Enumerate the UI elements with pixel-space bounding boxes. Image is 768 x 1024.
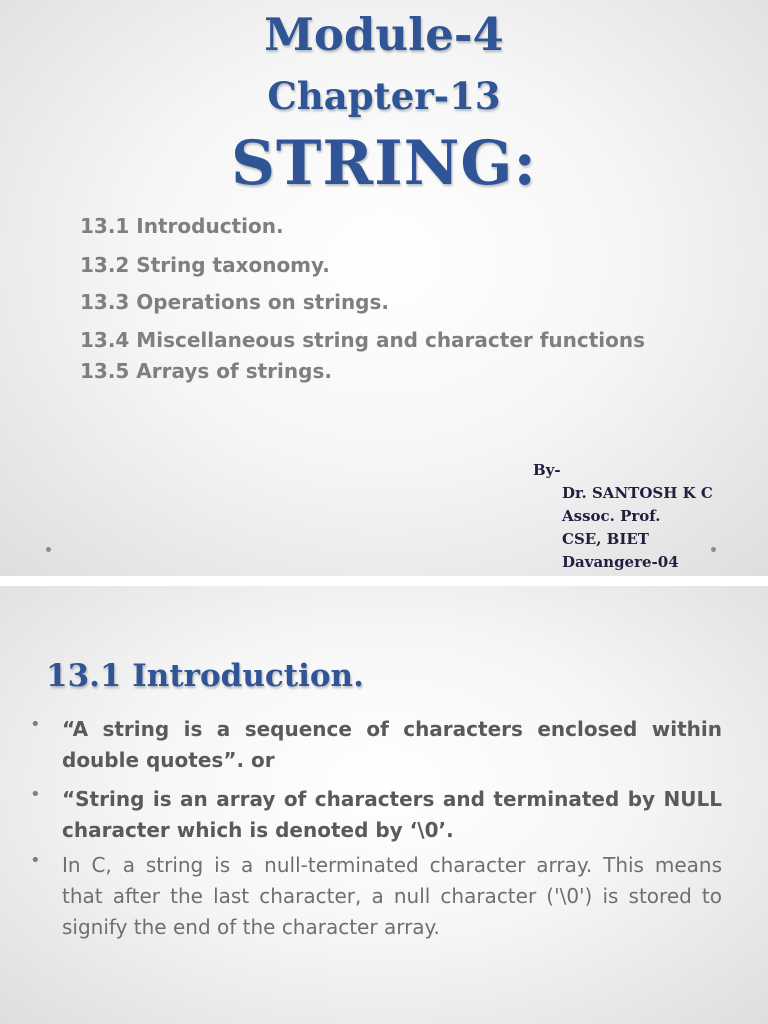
toc-item: 13.1 Introduction.	[80, 214, 284, 238]
bullet-icon: •	[30, 850, 41, 871]
bullet-text: In C, a string is a null-terminated character array. This means that after the last character, a null character ('\0') is stored to signify the end of the character array.	[62, 853, 722, 939]
bullet-dot-icon	[46, 547, 51, 552]
bullet-dot-icon	[711, 547, 716, 552]
author-by-label: By-	[533, 461, 561, 479]
module-title: Module-4	[264, 8, 504, 61]
bullet-icon: •	[30, 714, 41, 735]
bullet-icon: •	[30, 784, 41, 805]
section-heading: 13.1 Introduction.	[46, 658, 364, 694]
author-department: CSE, BIET	[562, 530, 649, 548]
toc-item: 13.2 String taxonomy.	[80, 253, 330, 277]
toc-item: 13.5 Arrays of strings.	[80, 359, 332, 383]
slide-introduction	[0, 586, 768, 1024]
toc-item: 13.4 Miscellaneous string and character functions	[80, 328, 646, 352]
topic-title: STRING:	[230, 128, 538, 199]
author-location: Davangere-04	[562, 553, 679, 571]
chapter-title: Chapter-13	[267, 74, 501, 118]
author-name: Dr. SANTOSH K C	[562, 484, 713, 502]
bullet-text: “A string is a sequence of characters enclosed within double quotes”. or	[62, 717, 722, 772]
list-item	[30, 850, 722, 943]
list-item	[30, 714, 722, 776]
author-role: Assoc. Prof.	[562, 507, 661, 525]
toc-item: 13.3 Operations on strings.	[80, 290, 389, 314]
bullet-text: “String is an array of characters and terminated by NULL character which is denoted by ‘\0’.	[62, 787, 722, 842]
list-item	[30, 784, 722, 846]
